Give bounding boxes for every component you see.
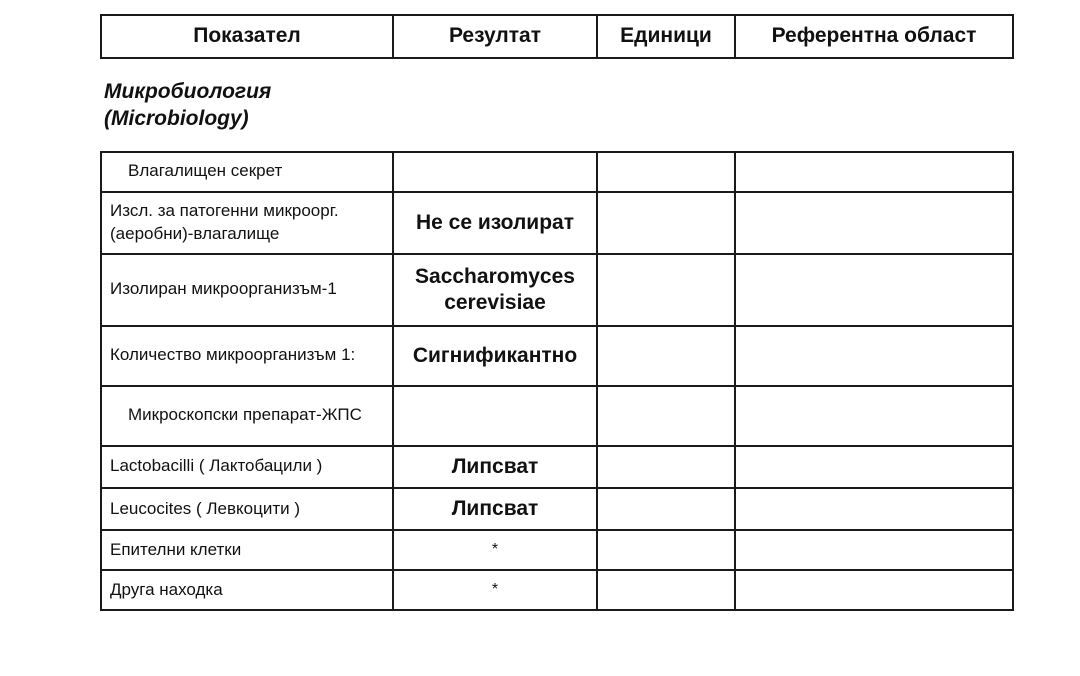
results-header-table: [100, 14, 1014, 59]
table-row: [101, 530, 1013, 570]
lab-report-sheet: [100, 14, 1012, 611]
cell-indicator: Микроскопски препарат-ЖПС: [101, 386, 393, 446]
cell-indicator: Влагалищен секрет: [101, 152, 393, 192]
cell-units: [597, 326, 735, 386]
cell-reference: [735, 488, 1013, 530]
cell-reference: [735, 386, 1013, 446]
cell-reference: [735, 152, 1013, 192]
column-header-result: Резултат: [393, 15, 597, 58]
cell-indicator: Lactobacilli ( Лактобацили ): [101, 446, 393, 488]
cell-result: Не се изолират: [393, 192, 597, 254]
cell-result: Saccharomyces cerevisiae: [393, 254, 597, 326]
column-header-units: Единици: [597, 15, 735, 58]
table-row: [101, 254, 1013, 326]
column-header-indicator: Показател: [101, 15, 393, 58]
cell-reference: [735, 254, 1013, 326]
cell-indicator: Leucocites ( Левкоцити ): [101, 488, 393, 530]
cell-units: [597, 386, 735, 446]
cell-indicator: Количество микроорганизъм 1:: [101, 326, 393, 386]
cell-indicator: Изолиран микроорганизъм-1: [101, 254, 393, 326]
cell-units: [597, 530, 735, 570]
table-row: [101, 152, 1013, 192]
section-spacer: [100, 137, 1012, 151]
cell-result: [393, 152, 597, 192]
cell-units: [597, 152, 735, 192]
cell-result: *: [393, 530, 597, 570]
cell-reference: [735, 570, 1013, 610]
cell-units: [597, 488, 735, 530]
section-title-en: (Microbiology): [104, 107, 249, 131]
cell-result: Липсват: [393, 488, 597, 530]
column-header-reference: Референтна област: [735, 15, 1013, 58]
cell-reference: [735, 530, 1013, 570]
results-rows: [101, 152, 1013, 610]
cell-indicator: Епителни клетки: [101, 530, 393, 570]
cell-reference: [735, 192, 1013, 254]
table-header-row: [101, 15, 1013, 58]
cell-units: [597, 570, 735, 610]
cell-result: *: [393, 570, 597, 610]
table-row: [101, 446, 1013, 488]
cell-result: Сигнификантно: [393, 326, 597, 386]
section-title: [104, 79, 1012, 133]
cell-units: [597, 192, 735, 254]
results-data-table: [100, 151, 1014, 611]
cell-units: [597, 446, 735, 488]
table-row: [101, 326, 1013, 386]
cell-result: Липсват: [393, 446, 597, 488]
cell-reference: [735, 446, 1013, 488]
section-title-bg: Микробиология: [104, 80, 272, 104]
cell-indicator: Изсл. за патогенни микроорг. (аеробни)-влагалище: [101, 192, 393, 254]
cell-units: [597, 254, 735, 326]
cell-reference: [735, 326, 1013, 386]
table-row: [101, 488, 1013, 530]
cell-result: [393, 386, 597, 446]
cell-indicator: Друга находка: [101, 570, 393, 610]
table-row: [101, 570, 1013, 610]
table-row: [101, 386, 1013, 446]
table-row: [101, 192, 1013, 254]
